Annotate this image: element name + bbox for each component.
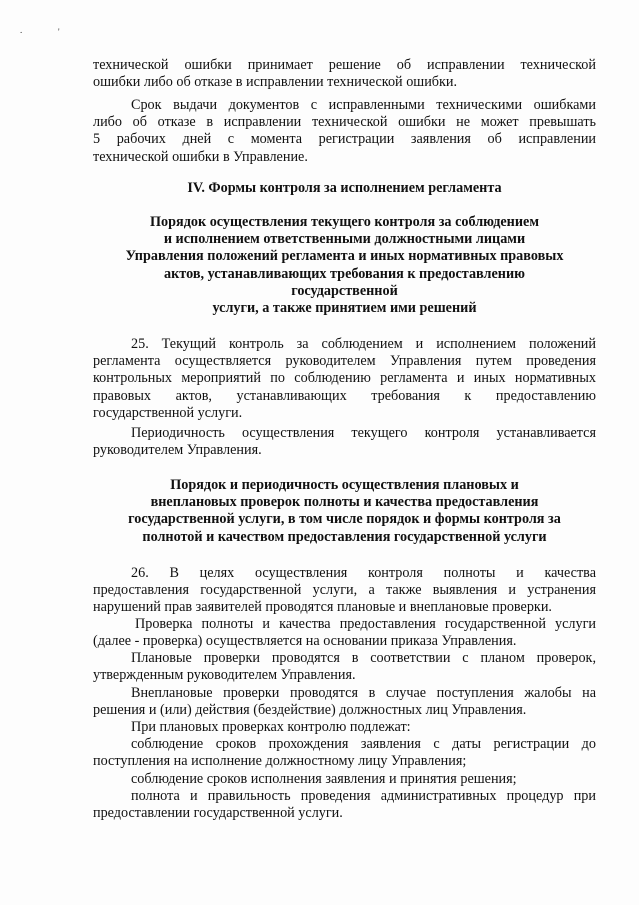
scan-mark: ' <box>58 27 60 37</box>
scan-mark: . <box>20 25 23 35</box>
heading-line: актов, устанавливающих требования к предоставлению <box>164 265 525 282</box>
text-line: Проверка полноты и качества предоставления государственной услуги <box>135 616 596 632</box>
text-line: ошибки либо об отказе в исправлении технической ошибки. <box>93 74 458 91</box>
text-line: При плановых проверках контролю подлежат: <box>131 719 411 735</box>
heading-line: Порядок осуществления текущего контроля за соблюдением <box>150 214 539 230</box>
paragraph-term <box>93 97 596 166</box>
list-item <box>93 771 596 788</box>
list-item <box>93 736 596 770</box>
text-line: 26. В целях осуществления контроля полноты и качества <box>131 565 596 581</box>
heading-line: государственной услуги, в том числе порядок и формы контроля за <box>128 511 561 528</box>
paragraph-periodicity <box>93 425 596 459</box>
heading-line: государственной <box>291 282 398 299</box>
paragraph-planned <box>93 650 596 684</box>
text-line: соблюдение сроков прохождения заявления с даты регистрации до <box>131 736 596 752</box>
heading-line: и исполнением ответственными должностными лицами <box>163 231 526 248</box>
text-line: 5 рабочих дней с момента регистрации заявления об исправлении <box>93 131 596 148</box>
text-line: контрольных мероприятий по соблюдению регламента и иных нормативных <box>93 370 596 387</box>
paragraph-26 <box>93 565 596 617</box>
paragraph-unplanned <box>93 685 596 719</box>
subsection-heading <box>93 214 596 317</box>
text-line: предоставлении государственной услуги. <box>93 805 343 822</box>
text-line: технической ошибки в Управление. <box>93 148 308 165</box>
text-line: технической ошибки принимает решение об исправлении технической <box>93 57 596 73</box>
heading-line: услуги, а также принятием ими решений <box>212 300 477 317</box>
paragraph-check <box>93 616 596 650</box>
heading-line: полнотой и качеством предоставления государственной услуги <box>142 528 547 545</box>
text-line: Срок выдачи документов с исправленными техническими ошибками <box>131 97 596 113</box>
text-line: утвержденным руководителем Управления. <box>93 667 356 684</box>
text-line: регламента осуществляется руководителем Управления путем проведения <box>93 353 596 370</box>
text-line: государственной услуги. <box>93 404 243 421</box>
paragraph-25 <box>93 336 596 422</box>
heading-line: Порядок и периодичность осуществления плановых и <box>170 477 519 493</box>
text-line: руководителем Управления. <box>93 442 262 459</box>
text-line: 25. Текущий контроль за соблюдением и исполнением положений <box>131 336 596 352</box>
list-item <box>93 788 596 822</box>
text-line: Периодичность осуществления текущего контроля устанавливается <box>131 425 596 441</box>
heading-line: Управления положений регламента и иных нормативных правовых <box>125 248 564 265</box>
text-line: поступления на исполнение должностному лицу Управления; <box>93 753 467 770</box>
text-line: Внеплановые проверки проводятся в случае поступления жалобы на <box>131 685 596 701</box>
text-line: нарушений прав заявителей проводятся плановые и внеплановые проверки. <box>93 599 552 616</box>
text-line: Плановые проверки проводятся в соответствии с планом проверок, <box>131 650 596 666</box>
paragraph-continuation <box>93 57 596 91</box>
text-line: (далее - проверка) осуществляется на основании приказа Управления. <box>93 633 517 650</box>
text-line: либо об отказе в исправлении технической ошибки не может превышать <box>93 114 596 131</box>
text-line: предоставления государственной услуги, а также выявления и устранения <box>93 582 596 599</box>
text-line: полнота и правильность проведения административных процедур при <box>131 788 596 804</box>
subsection-heading <box>93 477 596 546</box>
text-line: соблюдение сроков исполнения заявления и принятия решения; <box>131 771 517 787</box>
section-title: IV. Формы контроля за исполнением регламента <box>187 180 502 196</box>
text-line: правовых актов, устанавливающих требования к предоставлению <box>93 387 596 404</box>
heading-line: внеплановых проверок полноты и качества предоставления <box>150 494 539 511</box>
paragraph-subject <box>93 719 596 736</box>
text-line: решения и (или) действия (бездействие) должностных лиц Управления. <box>93 702 527 719</box>
